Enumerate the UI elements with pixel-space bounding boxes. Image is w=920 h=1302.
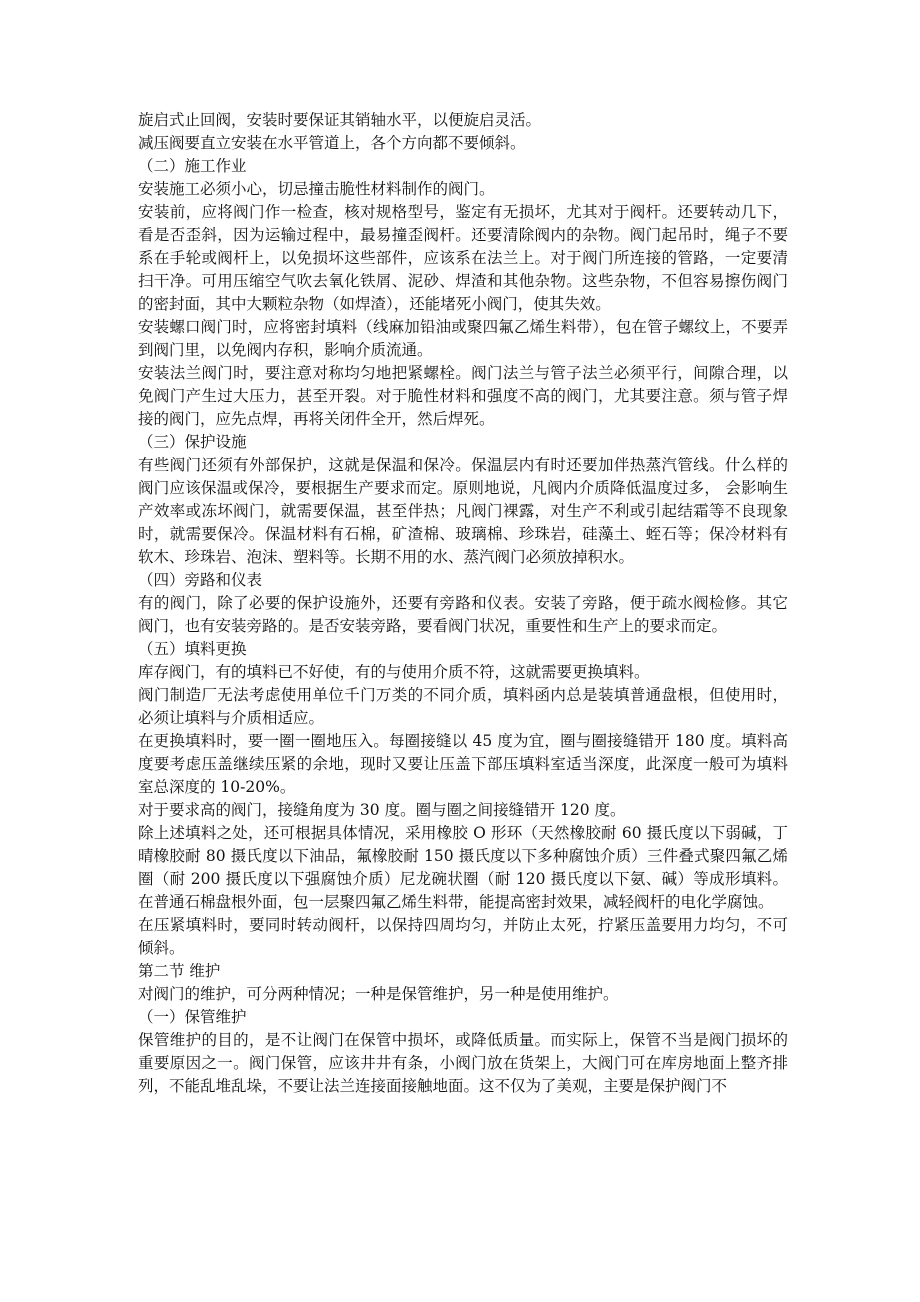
section-heading-construction: （二）施工作业 xyxy=(138,157,247,175)
paragraph-swing-check-valve: 旋启式止回阀，安装时要保证其销轴水平，以便旋启灵活。 xyxy=(138,111,542,129)
paragraph-manufacturer-packing: 阀门制造厂无法考虑使用单位千门万类的不同介质，填料函内总是装填普通盘根，但使用时，必须让填料与介质相适应。 xyxy=(138,686,788,727)
paragraph-compress-packing: 在压紧填料时，要同时转动阀杆，以保持四周均匀，并防止太死，拧紧压盖要用力均匀，不可倾斜。 xyxy=(138,916,788,957)
section-heading-bypass: （四）旁路和仪表 xyxy=(138,571,263,589)
paragraph-maintenance-types: 对阀门的维护，可分两种情况；一种是保管维护，另一种是使用维护。 xyxy=(138,985,619,1003)
paragraph-storage: 保管维护的目的，是不让阀门在保管中损坏，或降低质量。而实际上，保管不当是阀门损坏的重要原因之一。阀门保管，应该井井有条，小阀门放在货架上，大阀门可在库房地面上整齐排列，不能乱堆乱垛，不要让法兰连接面接触地面。这不仅为了美观，主要是保护阀门不 xyxy=(138,1031,788,1095)
paragraph-high-requirement: 对于要求高的阀门，接缝角度为 30 度。圈与圈之间接缝错开 120 度。 xyxy=(138,801,626,819)
paragraph-threaded-valve: 安装螺口阀门时，应将密封填料（线麻加铅油或聚四氟乙烯生料带），包在管子螺纹上，不要弄到阀门里，以免阀内存积，影响介质流通。 xyxy=(138,318,788,359)
chapter-heading-maintenance: 第二节 维护 xyxy=(138,962,221,980)
section-heading-packing: （五）填料更换 xyxy=(138,640,247,658)
document-body xyxy=(138,109,788,1098)
section-heading-protection: （三）保护设施 xyxy=(138,433,247,451)
paragraph-flanged-valve: 安装法兰阀门时，要注意对称均匀地把紧螺栓。阀门法兰与管子法兰必须平行，间隙合理，以免阀门产生过大压力，甚至开裂。对于脆性材料和强度不高的阀门，尤其要注意。须与管子焊接的阀门，应先点焊，再将关闭件全开，然后焊死。 xyxy=(138,364,788,428)
paragraph-pressure-reducing-valve: 减压阀要直立安装在水平管道上，各个方向都不要倾斜。 xyxy=(138,134,526,152)
paragraph-pre-install-check: 安装前，应将阀门作一检查，核对规格型号，鉴定有无损坏，尤其对于阀杆。还要转动几下，看是否歪斜，因为运输过程中，最易撞歪阀杆。还要清除阀内的杂物。阀门起吊时，绳子不要系在手轮或阀杆上，以免损坏这些部件，应该系在法兰上。对于阀门所连接的管路，一定要清扫干净。可用压缩空气吹去氧化铁屑、泥砂、焊渣和其他杂物。这些杂物，不但容易擦伤阀门的密封面，其中大颗粒杂物（如焊渣），还能堵死小阀门，使其失效。 xyxy=(138,203,788,313)
section-heading-storage: （一）保管维护 xyxy=(138,1008,247,1026)
paragraph-insulation: 有些阀门还须有外部保护，这就是保温和保冷。保温层内有时还要加伴热蒸汽管线。什么样的阀门应该保温或保冷，要根据生产要求而定。原则地说，凡阀内介质降低温度过多， 会影响生产效率或冻坏阀门，就需要保温，甚至伴热；凡阀门裸露，对生产不利或引起结霜等不良现象时，就需要保冷。保温材料有石棉，矿渣棉、玻璃棉、珍珠岩，硅藻土、蛭石等；保冷材料有软木、珍珠岩、泡沫、塑料等。长期不用的水、蒸汽阀门必须放掉积水。 xyxy=(138,456,788,566)
paragraph-careful-install: 安装施工必须小心，切忌撞击脆性材料制作的阀门。 xyxy=(138,180,495,198)
paragraph-stock-packing: 库存阀门，有的填料已不好使，有的与使用介质不符，这就需要更换填料。 xyxy=(138,663,650,681)
paragraph-packing-replace: 在更换填料时，要一圈一圈地压入。每圈接缝以 45 度为宜，圈与圈接缝错开 180 度。填料高度要考虑压盖继续压紧的余地，现时又要让压盖下部压填料室适当深度，此深度一般可为填料室总深度的 10-20%。 xyxy=(138,732,788,796)
paragraph-bypass: 有的阀门，除了必要的保护设施外，还要有旁路和仪表。安装了旁路，便于疏水阀检修。其它阀门，也有安装旁路的。是否安装旁路，要看阀门状况，重要性和生产上的要求而定。 xyxy=(138,594,788,635)
paragraph-other-packing: 除上述填料之处，还可根据具体情况，采用橡胶 O 形环（天然橡胶耐 60 摄氏度以下弱碱，丁晴橡胶耐 80 摄氏度以下油品，氟橡胶耐 150 摄氏度以下多种腐蚀介质）三件叠式聚四氟乙烯圈（耐 200 摄氏度以下强腐蚀介质）尼龙碗状圈（耐 120 摄氏度以下氨、碱）等成形填料。在普通石棉盘根外面，包一层聚四氟乙烯生料带，能提高密封效果，减轻阀杆的电化学腐蚀。 xyxy=(138,824,788,911)
